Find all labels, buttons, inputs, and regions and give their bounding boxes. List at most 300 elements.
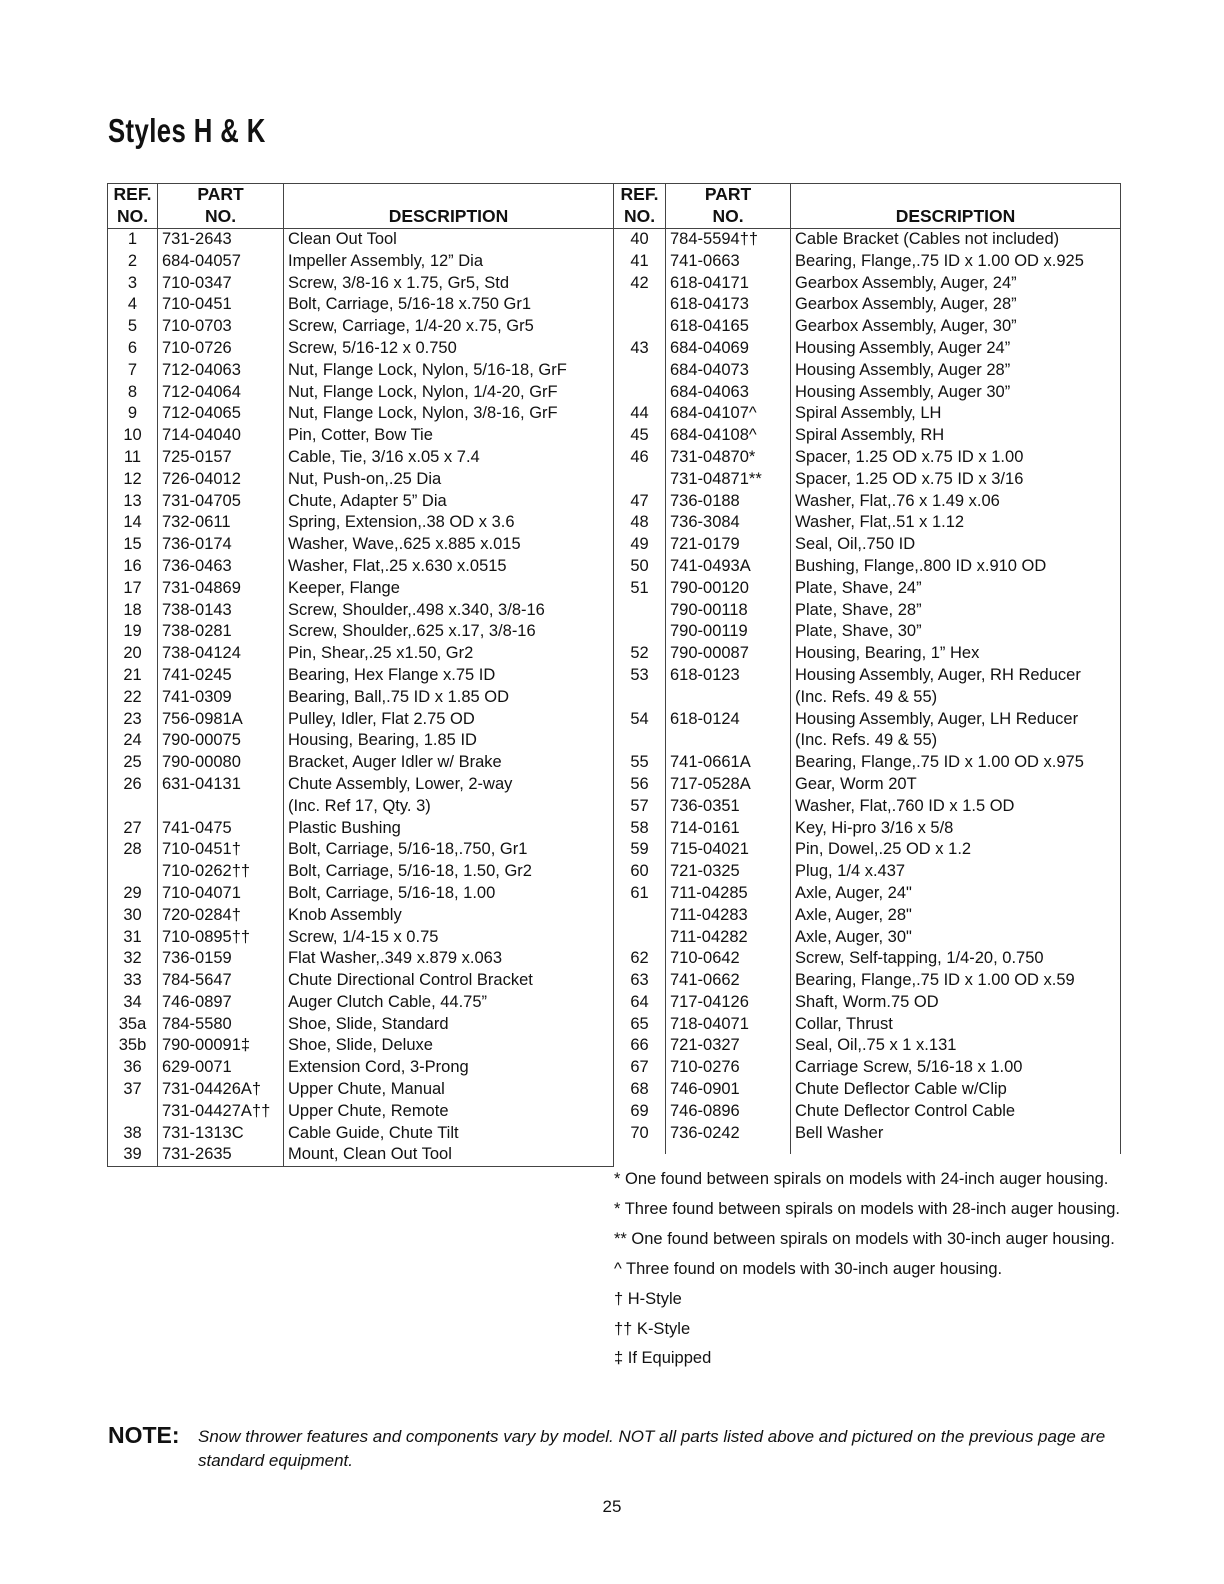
part-no-cell: 720-0284† — [158, 905, 284, 927]
description-cell: Axle, Auger, 28" — [791, 905, 1121, 927]
ref-no-cell — [614, 621, 666, 643]
part-no-cell: 684-04069 — [666, 338, 791, 360]
table-row — [614, 491, 1121, 513]
ref-no-cell: 32 — [108, 948, 158, 970]
table-row — [108, 861, 614, 883]
table-row — [108, 665, 614, 687]
table-row — [108, 687, 614, 709]
table-row — [614, 796, 1121, 818]
description-cell: Bearing, Hex Flange x.75 ID — [284, 665, 614, 687]
description-cell: Upper Chute, Remote — [284, 1101, 614, 1123]
ref-no-cell: 21 — [108, 665, 158, 687]
table-row — [108, 360, 614, 382]
description-cell: Gear, Worm 20T — [791, 774, 1121, 796]
ref-no-cell: 4 — [108, 294, 158, 316]
description-cell: Chute Assembly, Lower, 2-way — [284, 774, 614, 796]
part-no-cell: 731-04705 — [158, 491, 284, 513]
part-no-cell: 736-0174 — [158, 534, 284, 556]
table-row — [108, 1057, 614, 1079]
ref-no-cell — [614, 600, 666, 622]
description-cell: Bushing, Flange,.800 ID x.910 OD — [791, 556, 1121, 578]
part-no-cell: 736-0188 — [666, 491, 791, 513]
description-cell: Housing Assembly, Auger 24” — [791, 338, 1121, 360]
part-no-cell: 741-0662 — [666, 970, 791, 992]
part-no-cell: 714-0161 — [666, 818, 791, 840]
parts-table-right — [613, 183, 1121, 1154]
part-no-cell: 712-04065 — [158, 403, 284, 425]
table-row — [108, 534, 614, 556]
part-no-cell: 684-04063 — [666, 382, 791, 404]
part-no-cell: 684-04107^ — [666, 403, 791, 425]
description-cell: Shoe, Slide, Deluxe — [284, 1035, 614, 1057]
table-row — [108, 251, 614, 273]
table-row — [108, 796, 614, 818]
part-no-cell: 736-0242 — [666, 1123, 791, 1155]
ref-no-cell: 60 — [614, 861, 666, 883]
description-cell: Carriage Screw, 5/16-18 x 1.00 — [791, 1057, 1121, 1079]
description-cell: (Inc. Refs. 49 & 55) — [791, 730, 1121, 752]
part-no-cell: 790-00120 — [666, 578, 791, 600]
part-no-cell: 715-04021 — [666, 839, 791, 861]
description-cell: Auger Clutch Cable, 44.75” — [284, 992, 614, 1014]
ref-no-cell: 67 — [614, 1057, 666, 1079]
table-row — [614, 948, 1121, 970]
ref-no-cell: 39 — [108, 1144, 158, 1166]
part-no-cell: 790-00080 — [158, 752, 284, 774]
ref-no-cell: 42 — [614, 273, 666, 295]
part-no-cell: 736-0159 — [158, 948, 284, 970]
part-no-cell: 731-04427A†† — [158, 1101, 284, 1123]
description-cell: Screw, 1/4-15 x 0.75 — [284, 927, 614, 949]
description-cell: Plate, Shave, 24” — [791, 578, 1121, 600]
description-cell: Pin, Shear,.25 x1.50, Gr2 — [284, 643, 614, 665]
ref-no-cell: 36 — [108, 1057, 158, 1079]
description-cell: Plate, Shave, 28” — [791, 600, 1121, 622]
ref-no-cell: 18 — [108, 600, 158, 622]
description-cell: Spring, Extension,.38 OD x 3.6 — [284, 512, 614, 534]
description-cell: Housing Assembly, Auger, LH Reducer — [791, 709, 1121, 731]
table-row — [108, 229, 614, 251]
description-cell: Washer, Wave,.625 x.885 x.015 — [284, 534, 614, 556]
description-cell: Spacer, 1.25 OD x.75 ID x 1.00 — [791, 447, 1121, 469]
ref-no-cell: 44 — [614, 403, 666, 425]
ref-no-cell: 63 — [614, 970, 666, 992]
part-no-header: PART NO. — [666, 184, 791, 229]
table-row — [108, 883, 614, 905]
table-row — [108, 1014, 614, 1036]
description-cell: Bearing, Ball,.75 ID x 1.85 OD — [284, 687, 614, 709]
description-cell: Washer, Flat,.760 ID x 1.5 OD — [791, 796, 1121, 818]
ref-no-cell — [108, 796, 158, 818]
ref-no-cell: 22 — [108, 687, 158, 709]
part-no-cell — [158, 796, 284, 818]
part-no-cell: 618-04171 — [666, 273, 791, 295]
description-cell: Pin, Dowel,.25 OD x 1.2 — [791, 839, 1121, 861]
table-row — [108, 1079, 614, 1101]
part-no-cell: 738-0281 — [158, 621, 284, 643]
table-row — [108, 491, 614, 513]
description-cell: Chute, Adapter 5” Dia — [284, 491, 614, 513]
table-row — [614, 600, 1121, 622]
part-no-cell: 790-00119 — [666, 621, 791, 643]
table-row — [614, 927, 1121, 949]
table-row — [614, 1123, 1121, 1155]
ref-no-cell: 7 — [108, 360, 158, 382]
table-row — [108, 621, 614, 643]
table-row — [614, 752, 1121, 774]
ref-no-cell: 45 — [614, 425, 666, 447]
description-cell: Spacer, 1.25 OD x.75 ID x 3/16 — [791, 469, 1121, 491]
ref-no-cell: 31 — [108, 927, 158, 949]
ref-no-cell: 35a — [108, 1014, 158, 1036]
ref-no-header: REF. NO. — [614, 184, 666, 229]
part-no-header: PART NO. — [158, 184, 284, 229]
table-row — [614, 839, 1121, 861]
description-cell: Screw, Carriage, 1/4-20 x.75, Gr5 — [284, 316, 614, 338]
table-row — [614, 534, 1121, 556]
part-no-cell: 710-0642 — [666, 948, 791, 970]
description-cell: Washer, Flat,.25 x.630 x.0515 — [284, 556, 614, 578]
table-row — [614, 556, 1121, 578]
description-cell: Seal, Oil,.75 x 1 x.131 — [791, 1035, 1121, 1057]
part-no-cell: 741-0309 — [158, 687, 284, 709]
footnote: * One found between spirals on models with 24-inch auger housing. — [614, 1170, 1109, 1188]
table-row — [614, 1079, 1121, 1101]
table-row — [614, 970, 1121, 992]
table-row — [614, 229, 1121, 251]
ref-no-cell — [614, 469, 666, 491]
description-cell: Bearing, Flange,.75 ID x 1.00 OD x.59 — [791, 970, 1121, 992]
table-row — [108, 600, 614, 622]
description-cell: Bolt, Carriage, 5/16-18,.750, Gr1 — [284, 839, 614, 861]
description-cell: Cable, Tie, 3/16 x.05 x 7.4 — [284, 447, 614, 469]
table-row — [108, 839, 614, 861]
description-cell: Impeller Assembly, 12” Dia — [284, 251, 614, 273]
ref-no-cell: 12 — [108, 469, 158, 491]
part-no-cell: 710-0726 — [158, 338, 284, 360]
part-no-cell: 726-04012 — [158, 469, 284, 491]
description-cell: Screw, 3/8-16 x 1.75, Gr5, Std — [284, 273, 614, 295]
description-cell: Nut, Flange Lock, Nylon, 5/16-18, GrF — [284, 360, 614, 382]
ref-no-cell: 53 — [614, 665, 666, 687]
ref-no-cell: 27 — [108, 818, 158, 840]
part-no-cell: 710-0703 — [158, 316, 284, 338]
ref-no-cell: 20 — [108, 643, 158, 665]
description-cell: Spiral Assembly, RH — [791, 425, 1121, 447]
part-no-cell: 731-1313C — [158, 1123, 284, 1145]
table-row — [108, 730, 614, 752]
table-row — [614, 709, 1121, 731]
table-row — [614, 469, 1121, 491]
part-no-cell: 684-04057 — [158, 251, 284, 273]
part-no-cell: 710-0451† — [158, 839, 284, 861]
ref-no-cell: 24 — [108, 730, 158, 752]
part-no-cell: 790-00075 — [158, 730, 284, 752]
table-row — [614, 512, 1121, 534]
table-row — [108, 992, 614, 1014]
table-row — [108, 316, 614, 338]
part-no-cell: 741-0661A — [666, 752, 791, 774]
ref-no-cell: 2 — [108, 251, 158, 273]
part-no-cell: 714-04040 — [158, 425, 284, 447]
description-cell: Shaft, Worm.75 OD — [791, 992, 1121, 1014]
table-row — [108, 774, 614, 796]
table-row — [108, 905, 614, 927]
table-row — [108, 948, 614, 970]
description-cell: Bearing, Flange,.75 ID x 1.00 OD x.975 — [791, 752, 1121, 774]
description-cell: Housing, Bearing, 1.85 ID — [284, 730, 614, 752]
part-no-cell: 790-00091‡ — [158, 1035, 284, 1057]
ref-no-cell: 23 — [108, 709, 158, 731]
ref-no-cell: 43 — [614, 338, 666, 360]
table-row — [614, 338, 1121, 360]
description-cell: Pin, Cotter, Bow Tie — [284, 425, 614, 447]
parts-table-left — [107, 183, 614, 1167]
description-cell: Axle, Auger, 24" — [791, 883, 1121, 905]
description-cell: (Inc. Ref 17, Qty. 3) — [284, 796, 614, 818]
ref-no-cell — [614, 294, 666, 316]
description-cell: Housing Assembly, Auger 28” — [791, 360, 1121, 382]
part-no-cell: 717-0528A — [666, 774, 791, 796]
ref-no-cell: 30 — [108, 905, 158, 927]
description-cell: Washer, Flat,.51 x 1.12 — [791, 512, 1121, 534]
description-cell: Bolt, Carriage, 5/16-18, 1.50, Gr2 — [284, 861, 614, 883]
part-no-cell: 738-04124 — [158, 643, 284, 665]
table-row — [614, 425, 1121, 447]
description-cell: Collar, Thrust — [791, 1014, 1121, 1036]
part-no-cell: 790-00118 — [666, 600, 791, 622]
description-cell: Plastic Bushing — [284, 818, 614, 840]
ref-no-cell — [614, 905, 666, 927]
table-row — [108, 382, 614, 404]
table-row — [614, 643, 1121, 665]
description-cell: Bracket, Auger Idler w/ Brake — [284, 752, 614, 774]
ref-no-cell — [614, 730, 666, 752]
ref-no-cell: 3 — [108, 273, 158, 295]
description-cell: Axle, Auger, 30" — [791, 927, 1121, 949]
table-row — [614, 316, 1121, 338]
page-number: 25 — [602, 1497, 622, 1516]
table-row — [614, 905, 1121, 927]
part-no-cell: 784-5594†† — [666, 229, 791, 251]
part-no-cell: 725-0157 — [158, 447, 284, 469]
part-no-cell: 736-0463 — [158, 556, 284, 578]
note-label: NOTE: — [108, 1422, 180, 1448]
part-no-cell: 710-0276 — [666, 1057, 791, 1079]
ref-no-cell: 16 — [108, 556, 158, 578]
ref-no-cell: 17 — [108, 578, 158, 600]
ref-no-cell: 14 — [108, 512, 158, 534]
table-row — [614, 883, 1121, 905]
description-cell: Housing Assembly, Auger 30” — [791, 382, 1121, 404]
ref-no-cell: 11 — [108, 447, 158, 469]
description-cell: Shoe, Slide, Standard — [284, 1014, 614, 1036]
part-no-cell: 684-04073 — [666, 360, 791, 382]
ref-no-cell: 33 — [108, 970, 158, 992]
description-cell: Nut, Flange Lock, Nylon, 3/8-16, GrF — [284, 403, 614, 425]
table-row — [614, 1035, 1121, 1057]
part-no-cell: 712-04064 — [158, 382, 284, 404]
ref-no-cell: 52 — [614, 643, 666, 665]
table-row — [614, 447, 1121, 469]
footnote: †† K-Style — [614, 1319, 691, 1338]
description-cell: Upper Chute, Manual — [284, 1079, 614, 1101]
part-no-cell: 784-5647 — [158, 970, 284, 992]
table-row — [614, 665, 1121, 687]
description-cell: Pulley, Idler, Flat 2.75 OD — [284, 709, 614, 731]
ref-no-cell: 61 — [614, 883, 666, 905]
ref-no-cell: 29 — [108, 883, 158, 905]
description-cell: Flat Washer,.349 x.879 x.063 — [284, 948, 614, 970]
description-cell: Plug, 1/4 x.437 — [791, 861, 1121, 883]
description-cell: Clean Out Tool — [284, 229, 614, 251]
part-no-cell: 710-04071 — [158, 883, 284, 905]
ref-no-cell: 25 — [108, 752, 158, 774]
part-no-cell: 711-04283 — [666, 905, 791, 927]
ref-no-cell — [614, 927, 666, 949]
description-cell: Bell Washer — [791, 1123, 1121, 1155]
part-no-cell: 618-04165 — [666, 316, 791, 338]
ref-no-cell: 5 — [108, 316, 158, 338]
table-row — [614, 818, 1121, 840]
part-no-cell: 629-0071 — [158, 1057, 284, 1079]
description-cell: Bolt, Carriage, 5/16-18 x.750 Gr1 — [284, 294, 614, 316]
ref-no-cell: 58 — [614, 818, 666, 840]
description-cell: Keeper, Flange — [284, 578, 614, 600]
ref-no-cell: 9 — [108, 403, 158, 425]
description-cell: Chute Deflector Cable w/Clip — [791, 1079, 1121, 1101]
footnote: † H-Style — [614, 1289, 682, 1308]
part-no-cell: 790-00087 — [666, 643, 791, 665]
part-no-cell: 731-2635 — [158, 1144, 284, 1166]
ref-no-cell: 64 — [614, 992, 666, 1014]
description-cell: Housing, Bearing, 1” Hex — [791, 643, 1121, 665]
ref-no-cell: 34 — [108, 992, 158, 1014]
ref-no-cell — [614, 360, 666, 382]
table-row — [108, 403, 614, 425]
part-no-cell: 718-04071 — [666, 1014, 791, 1036]
ref-no-cell: 6 — [108, 338, 158, 360]
ref-no-cell: 37 — [108, 1079, 158, 1101]
part-no-cell: 710-0262†† — [158, 861, 284, 883]
part-no-cell: 618-0124 — [666, 709, 791, 731]
description-cell: Housing Assembly, Auger, RH Reducer — [791, 665, 1121, 687]
ref-no-cell: 47 — [614, 491, 666, 513]
ref-no-cell: 54 — [614, 709, 666, 731]
part-no-cell: 618-04173 — [666, 294, 791, 316]
table-row — [614, 273, 1121, 295]
parts-table-left-body — [108, 229, 614, 1167]
part-no-cell: 710-0347 — [158, 273, 284, 295]
ref-no-cell: 41 — [614, 251, 666, 273]
table-row — [614, 687, 1121, 709]
table-row — [108, 1035, 614, 1057]
ref-no-cell: 8 — [108, 382, 158, 404]
ref-no-cell: 49 — [614, 534, 666, 556]
table-row — [108, 294, 614, 316]
ref-no-cell: 56 — [614, 774, 666, 796]
part-no-cell: 741-0475 — [158, 818, 284, 840]
ref-no-cell: 26 — [108, 774, 158, 796]
table-row — [108, 469, 614, 491]
description-cell: Gearbox Assembly, Auger, 28” — [791, 294, 1121, 316]
part-no-cell: 711-04282 — [666, 927, 791, 949]
description-cell: Mount, Clean Out Tool — [284, 1144, 614, 1166]
ref-no-cell: 35b — [108, 1035, 158, 1057]
description-cell: Cable Guide, Chute Tilt — [284, 1123, 614, 1145]
table-row — [108, 556, 614, 578]
table-row — [614, 403, 1121, 425]
part-no-cell: 618-0123 — [666, 665, 791, 687]
footnotes — [614, 1165, 1120, 1374]
table-row — [108, 970, 614, 992]
table-row — [614, 621, 1121, 643]
ref-no-cell: 62 — [614, 948, 666, 970]
description-cell: Seal, Oil,.750 ID — [791, 534, 1121, 556]
description-cell: Bearing, Flange,.75 ID x 1.00 OD x.925 — [791, 251, 1121, 273]
description-header: DESCRIPTION — [284, 184, 614, 229]
part-no-cell: 731-04869 — [158, 578, 284, 600]
ref-no-cell: 38 — [108, 1123, 158, 1145]
description-header: DESCRIPTION — [791, 184, 1121, 229]
part-no-cell: 741-0663 — [666, 251, 791, 273]
part-no-cell: 710-0451 — [158, 294, 284, 316]
part-no-cell: 756-0981A — [158, 709, 284, 731]
part-no-cell: 746-0897 — [158, 992, 284, 1014]
description-cell: (Inc. Refs. 49 & 55) — [791, 687, 1121, 709]
part-no-cell: 731-04870* — [666, 447, 791, 469]
table-row — [614, 360, 1121, 382]
table-row — [614, 294, 1121, 316]
part-no-cell: 631-04131 — [158, 774, 284, 796]
footnote: ‡ If Equipped — [614, 1349, 712, 1368]
ref-no-cell: 19 — [108, 621, 158, 643]
footnote: ^ Three found on models with 30-inch auger housing. — [614, 1259, 1003, 1278]
ref-no-cell: 46 — [614, 447, 666, 469]
ref-no-cell — [614, 382, 666, 404]
description-cell: Chute Directional Control Bracket — [284, 970, 614, 992]
table-row — [108, 425, 614, 447]
ref-no-cell: 51 — [614, 578, 666, 600]
part-no-cell: 738-0143 — [158, 600, 284, 622]
description-cell: Plate, Shave, 30” — [791, 621, 1121, 643]
ref-no-cell: 69 — [614, 1101, 666, 1123]
part-no-cell: 746-0896 — [666, 1101, 791, 1123]
part-no-cell: 736-0351 — [666, 796, 791, 818]
part-no-cell: 731-2643 — [158, 229, 284, 251]
description-cell: Key, Hi-pro 3/16 x 5/8 — [791, 818, 1121, 840]
description-cell: Extension Cord, 3-Prong — [284, 1057, 614, 1079]
ref-no-cell: 70 — [614, 1123, 666, 1155]
ref-no-cell — [108, 861, 158, 883]
description-cell: Screw, 5/16-12 x 0.750 — [284, 338, 614, 360]
footnote: * Three found between spirals on models with 28-inch auger housing. — [614, 1199, 1121, 1218]
part-no-cell: 741-0245 — [158, 665, 284, 687]
parts-table-right-body — [614, 229, 1121, 1155]
part-no-cell: 721-0327 — [666, 1035, 791, 1057]
table-row — [614, 992, 1121, 1014]
ref-no-cell: 55 — [614, 752, 666, 774]
table-row — [614, 730, 1121, 752]
part-no-cell: 711-04285 — [666, 883, 791, 905]
table-row — [614, 251, 1121, 273]
ref-no-cell: 50 — [614, 556, 666, 578]
table-row — [108, 578, 614, 600]
description-cell: Gearbox Assembly, Auger, 24” — [791, 273, 1121, 295]
part-no-cell — [666, 730, 791, 752]
note-text: Snow thrower features and components vary by model. NOT all parts listed above and pictured on the previous page are standard equipment. — [198, 1427, 1106, 1470]
ref-no-cell: 65 — [614, 1014, 666, 1036]
